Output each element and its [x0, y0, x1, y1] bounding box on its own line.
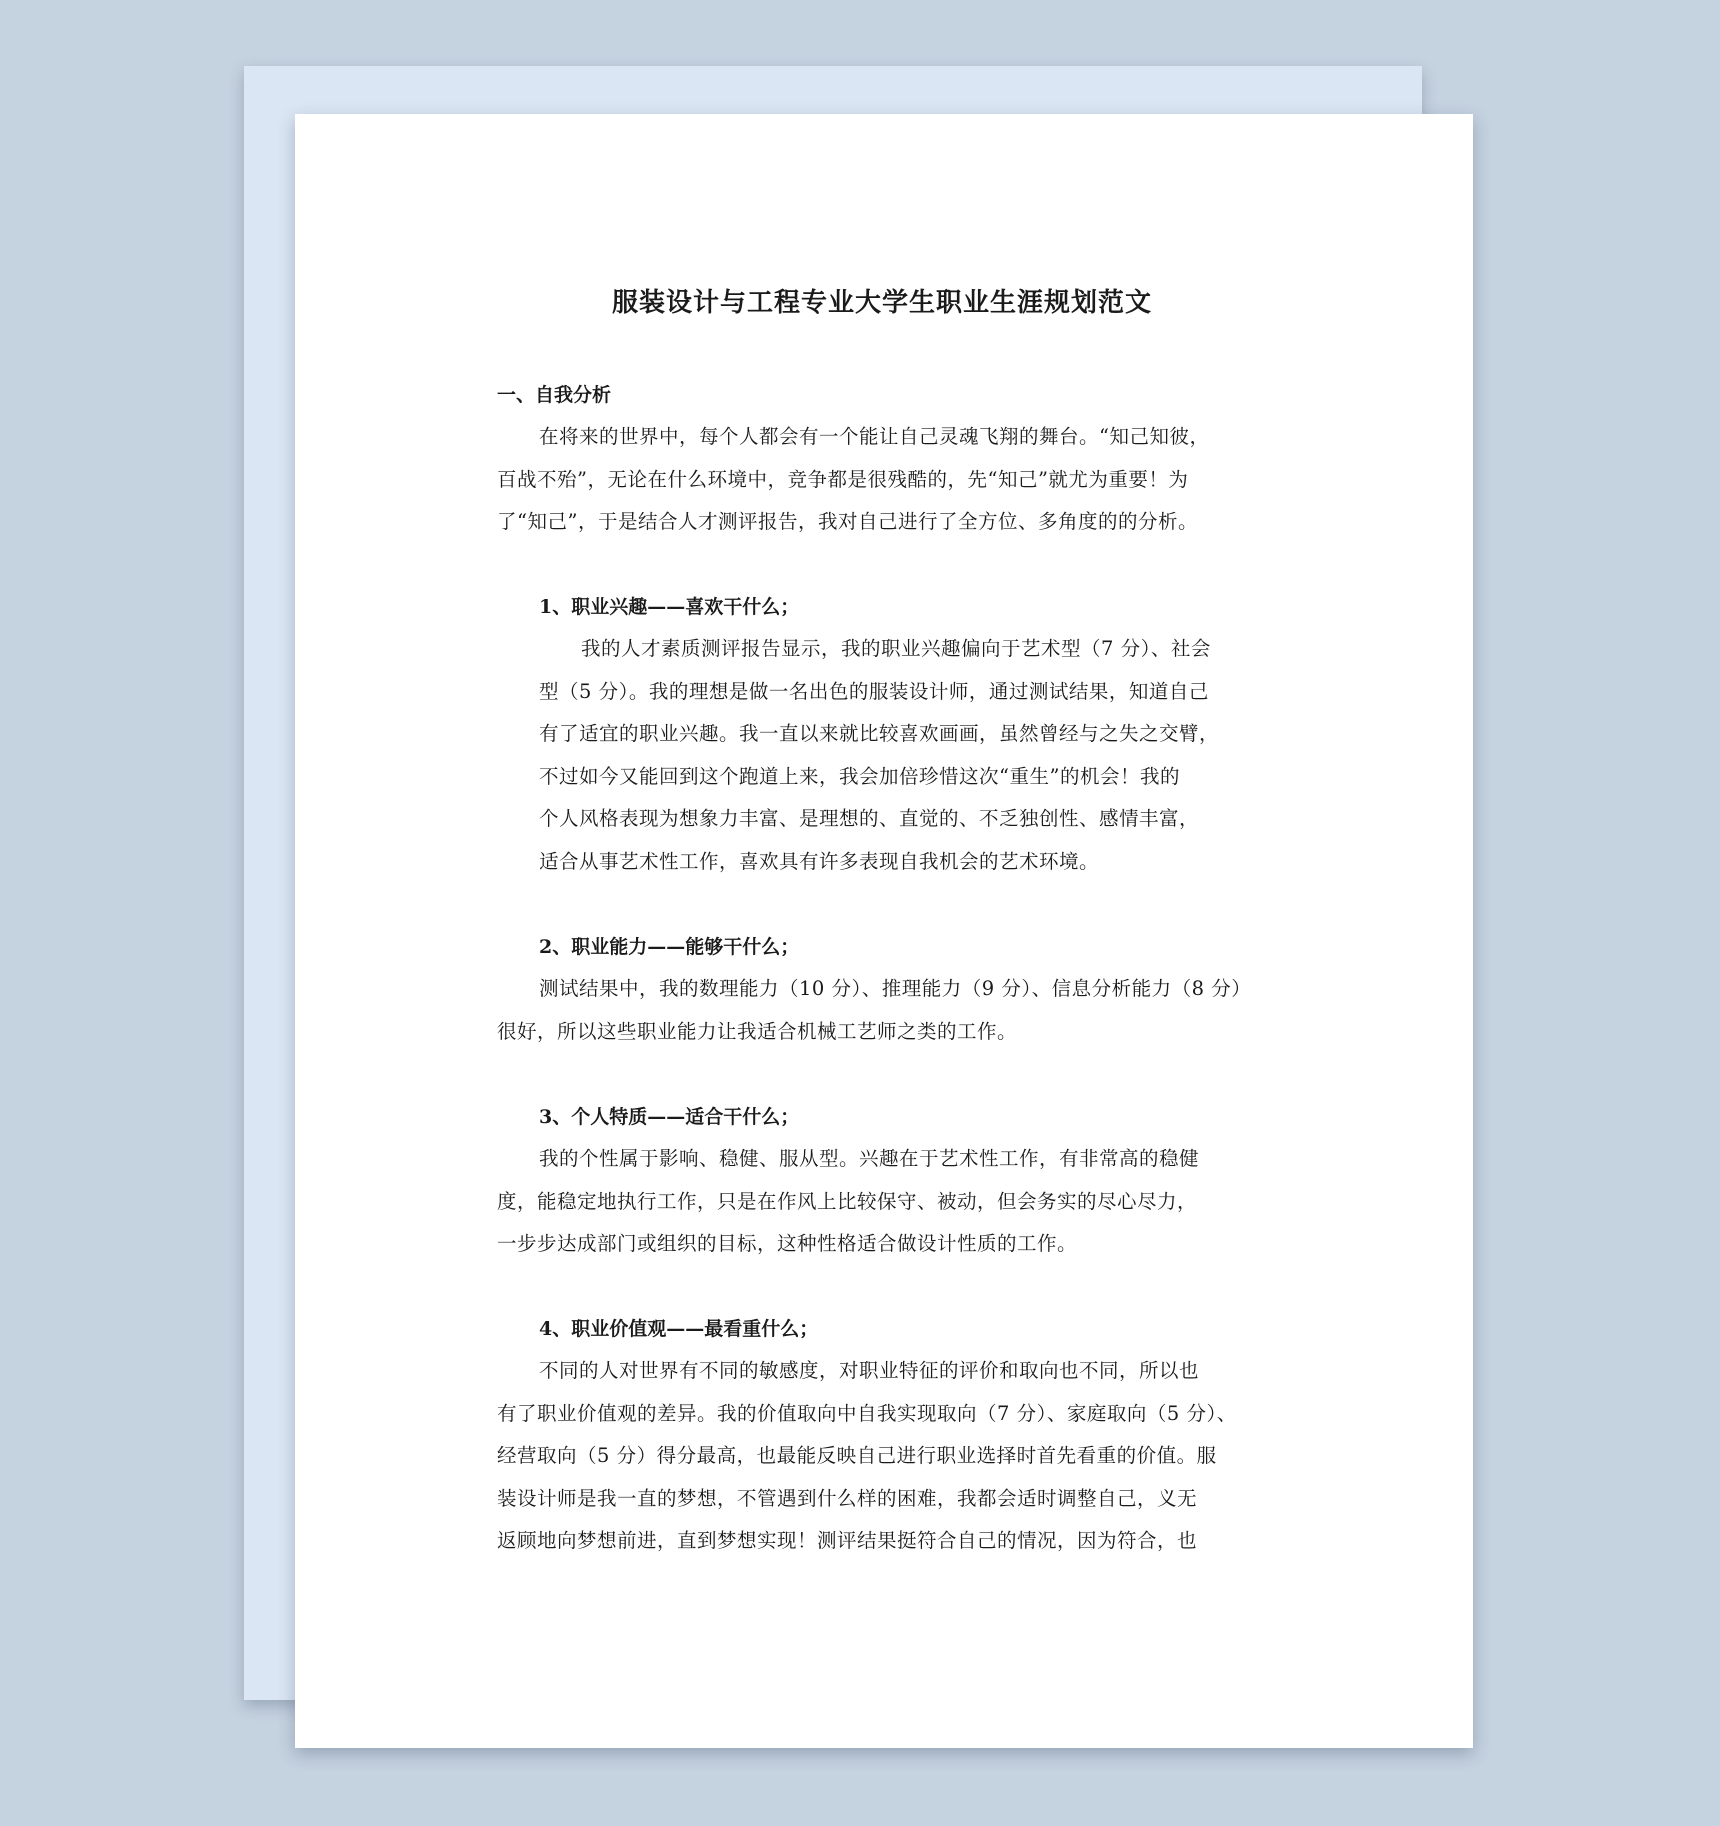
- section-paragraph-self-analysis: 在将来的世界中，每个人都会有一个能让自己灵魂飞翔的舞台。“知己知彼， 百战不殆”，无论在什么环境中，竞争都是很残酷的，先“知己”就尤为重要！为 了“知己”，于是结合人才测评报告，我对自己进行了全方位、多角度的的分析。: [497, 425, 1210, 533]
- subheading-career-interest: 1、职业兴趣——喜欢干什么；: [539, 596, 800, 618]
- paragraph-personal-traits: 我的个性属于影响、稳健、服从型。兴趣在于艺术性工作，有非常高的稳健 度，能稳定地执行工作，只是在作风上比较保守、被动，但会务实的尽心尽力， 一步步达成部门或组织的目标，这种性格适合做设计性质的工作。: [497, 1147, 1200, 1255]
- document-title: 服装设计与工程专业大学生职业生涯规划范文: [611, 288, 1152, 318]
- paragraph-career-interest: 我的人才素质测评报告显示，我的职业兴趣偏向于艺术型（7 分）、社会 型（5 分）。我的理想是做一名出色的服装设计师，通过测试结果，知道自己 有了适宜的职业兴趣。我一直以来就比较喜欢画画，虽然曾经与之失之交臂， 不过如今又能回到这个跑道上来，我会加倍珍惜这次“重生”的机会！我的 个人风格表现为想象力丰富、是理想的、直觉的、不乏独创性、感情丰富， 适合从事艺术性工作，喜欢具有许多表现自我机会的艺术环境。: [539, 637, 1220, 873]
- document-page: [295, 114, 1473, 1748]
- section-heading-self-analysis: 一、自我分析: [497, 384, 612, 406]
- subheading-personal-traits: 3、个人特质——适合干什么；: [539, 1106, 800, 1128]
- subheading-career-ability: 2、职业能力——能够干什么；: [539, 936, 800, 958]
- paragraph-career-values: 不同的人对世界有不同的敏感度，对职业特征的评价和取向也不同，所以也 有了职业价值观的差异。我的价值取向中自我实现取向（7 分）、家庭取向（5 分）、 经营取向（5 分）得分最高，也最能反映自己进行职业选择时首先看重的价值。服 装设计师是我一直的梦想，不管遇到什么样的困难，我都会适时调整自己，义无 返顾地向梦想前进，直到梦想实现！测评结果挺符合自己的情况，因为符合，也: [497, 1359, 1237, 1552]
- paragraph-career-ability: 测试结果中，我的数理能力（10 分）、推理能力（9 分）、信息分析能力（8 分） 很好，所以这些职业能力让我适合机械工艺师之类的工作。: [497, 977, 1252, 1043]
- subheading-career-values: 4、职业价值观——最看重什么；: [539, 1318, 819, 1340]
